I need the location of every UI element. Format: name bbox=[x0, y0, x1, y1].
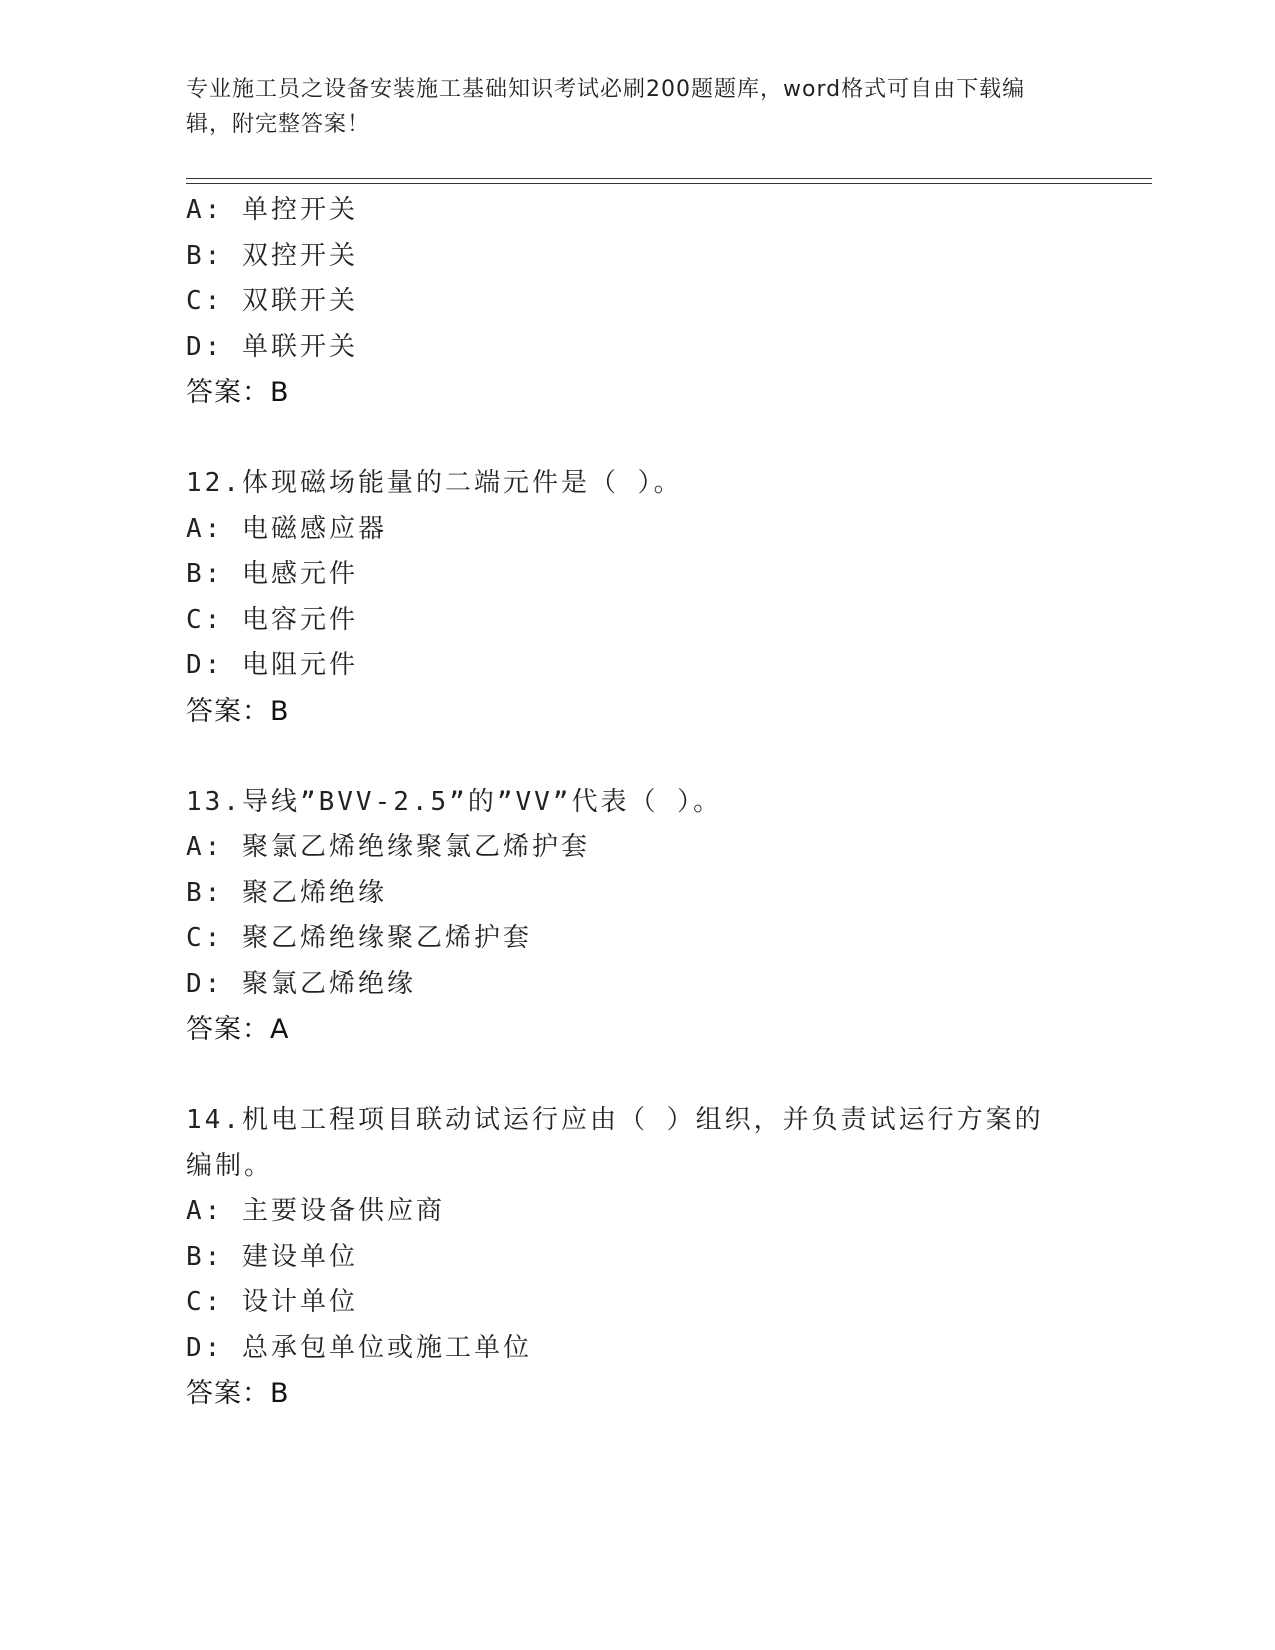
option-letter: A: bbox=[186, 1196, 224, 1226]
option-c bbox=[186, 916, 1086, 962]
option-text: 电容元件 bbox=[241, 604, 358, 635]
option-d bbox=[186, 643, 1086, 689]
question-block-13 bbox=[186, 780, 1086, 1053]
option-c bbox=[186, 279, 1086, 325]
option-d bbox=[186, 962, 1086, 1008]
spacer bbox=[186, 734, 1086, 780]
answer-line: 答案：B bbox=[186, 695, 290, 727]
option-c bbox=[186, 598, 1086, 644]
option-a bbox=[186, 1189, 1086, 1235]
answer-line: 答案：B bbox=[186, 1378, 290, 1409]
option-b bbox=[186, 1235, 1086, 1281]
answer-line: 答案：B bbox=[186, 377, 290, 408]
option-text: 聚乙烯绝缘聚乙烯护套 bbox=[241, 923, 532, 953]
option-d bbox=[186, 1326, 1086, 1372]
option-text: 建设单位 bbox=[241, 1241, 358, 1272]
option-letter: C: bbox=[186, 286, 224, 316]
option-letter: D: bbox=[186, 650, 224, 680]
option-text: 单联开关 bbox=[241, 331, 358, 362]
option-text: 双联开关 bbox=[241, 286, 358, 316]
option-letter: D: bbox=[186, 331, 224, 362]
answer-line: 答案：A bbox=[186, 1014, 290, 1045]
option-text: 双控开关 bbox=[241, 240, 358, 271]
spacer bbox=[186, 416, 1086, 462]
option-b bbox=[186, 234, 1086, 280]
question-list bbox=[186, 188, 1086, 1417]
option-text: 聚乙烯绝缘 bbox=[241, 877, 387, 908]
option-text: 单控开关 bbox=[241, 195, 358, 225]
question-stem: 13.导线”BVV-2.5”的”VV”代表（ ）。 bbox=[186, 786, 723, 817]
option-letter: A: bbox=[186, 195, 224, 225]
question-stem: 14.机电工程项目联动试运行应由（ ）组织，并负责试运行方案的编制。 bbox=[186, 1105, 1044, 1181]
option-letter: B: bbox=[186, 559, 224, 589]
header-rule-top bbox=[186, 178, 1152, 179]
question-block-partial bbox=[186, 188, 1086, 416]
spacer bbox=[186, 1053, 1086, 1099]
option-text: 设计单位 bbox=[241, 1287, 358, 1317]
option-b bbox=[186, 552, 1086, 598]
question-block-12 bbox=[186, 461, 1086, 734]
header-rule-bottom bbox=[186, 183, 1152, 184]
option-letter: B: bbox=[186, 1241, 224, 1272]
option-text: 总承包单位或施工单位 bbox=[241, 1332, 532, 1363]
option-letter: D: bbox=[186, 968, 224, 999]
option-text: 电阻元件 bbox=[241, 650, 358, 680]
option-letter: C: bbox=[186, 604, 224, 635]
option-letter: B: bbox=[186, 240, 224, 271]
option-letter: D: bbox=[186, 1332, 224, 1363]
option-text: 聚氯乙烯绝缘聚氯乙烯护套 bbox=[241, 832, 590, 862]
option-a bbox=[186, 825, 1086, 871]
question-block-14 bbox=[186, 1098, 1086, 1417]
option-letter: A: bbox=[186, 513, 224, 544]
option-text: 电磁感应器 bbox=[241, 513, 387, 544]
option-text: 主要设备供应商 bbox=[241, 1196, 445, 1226]
option-d bbox=[186, 325, 1086, 371]
option-letter: C: bbox=[186, 1287, 224, 1317]
option-letter: B: bbox=[186, 877, 224, 908]
option-b bbox=[186, 871, 1086, 917]
question-stem: 12.体现磁场能量的二端元件是（ ）。 bbox=[186, 468, 683, 498]
option-letter: C: bbox=[186, 923, 224, 953]
option-text: 电感元件 bbox=[241, 559, 358, 589]
document-header: 专业施工员之设备安装施工基础知识考试必刷200题题库，word格式可自由下载编辑，附完整答案！ bbox=[186, 77, 1026, 137]
option-a bbox=[186, 188, 1086, 234]
option-letter: A: bbox=[186, 832, 224, 862]
option-text: 聚氯乙烯绝缘 bbox=[241, 968, 416, 999]
option-a bbox=[186, 507, 1086, 553]
option-c bbox=[186, 1280, 1086, 1326]
